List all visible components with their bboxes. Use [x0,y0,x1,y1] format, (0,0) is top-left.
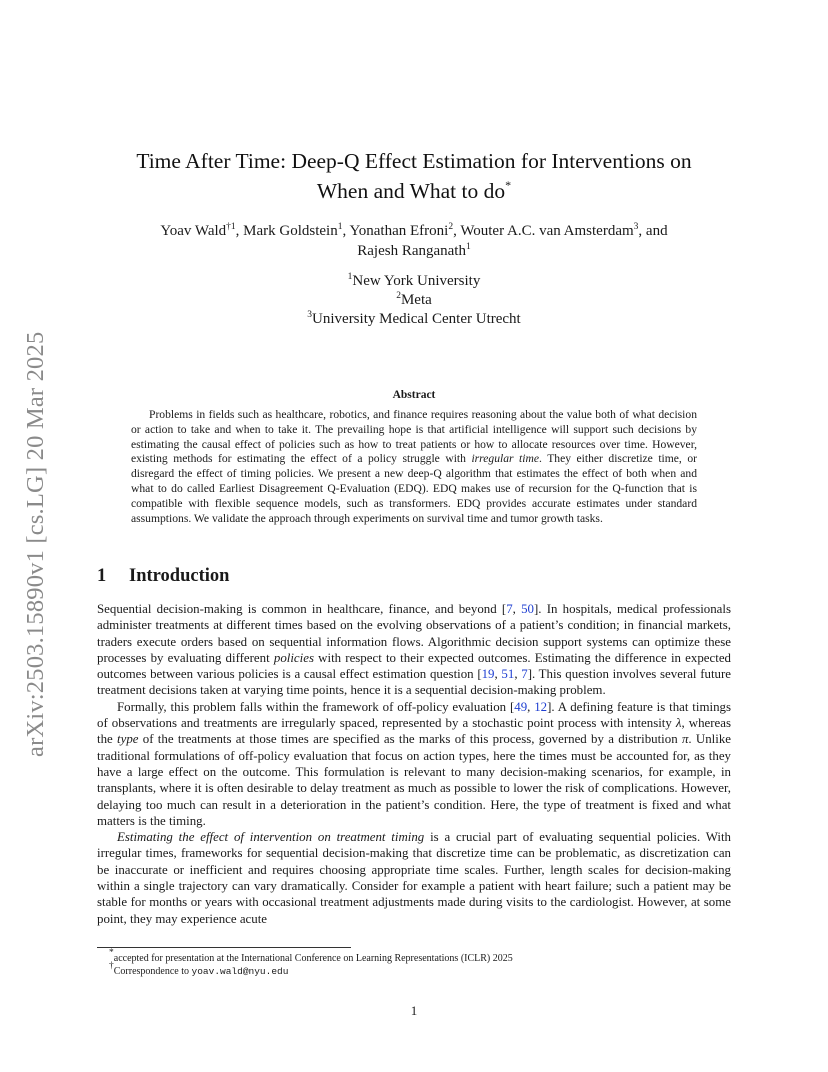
abstract-text-part-2: . They either discretize time, or disregard the effect of timing policies. We present a new deep-Q algorithm that estimates the effect of both when and what to do called Earliest Disagreement Q-Evaluation (EDQ). EDQ makes use of recursion for the Q-function that is compatible with flexible sequence models, such as transformers. EDQ provides accurate estimates under standard assumptions. We validate the approach through experiments on survival time and tumor growth tasks. [131,452,697,525]
author-2 [243,223,349,239]
text-run: is a crucial part of evaluating sequential policies. With irregular times, frameworks for sequential decision-making that discretize time can be problematic, as discretization can be inaccurate or inefficient and requires choosing appropriate time scales. Further, length scales for decision-making within a single trajectory can vary dramatically. Consider for example a patient with heart failure; such a patient may be stable for months or years with occasional treatment adjustments made during visits to the cardiologist. However, at some point, they may experience acute [97,830,732,926]
section-number: 1 [97,566,107,586]
text-run: , whereas the [97,716,731,747]
section-title: Introduction [129,566,230,586]
intro-paragraph-3 [97,829,731,927]
affiliation-list [80,272,748,329]
text-run: . Unlike traditional formulations of off-policy evaluation that focus on action types, here the times must be accounted for, as they have a large effect on the outcome. This formulation is relevant to many decision-making scenarios, for example, in transplants, where it is often desirable to delay treatment as much as possible to lower the risk of complications. However, delaying too much can result in a deterioration in the patient’s condition. Here, the type of treatment is fixed and what matters is the timing. [97,732,731,828]
title-footnote-mark: * [505,178,512,192]
math-symbol-pi: π [681,732,689,747]
italic-term: policies [273,650,314,665]
text-run: ]. This question involves several future treatment decisions taken at varying time points, hence it is a sequential decision-making problem. [97,667,731,698]
text-run: of the treatments at those times are specified as the marks of this process, governed by a distribution [138,732,682,747]
footnote-text: Correspondence to [113,966,192,977]
italic-term: type [117,732,139,747]
author-name: Mark Goldstein [243,223,338,239]
author-name: Wouter A.C. van Amsterdam [460,223,634,239]
citation-link[interactable]: 49 [514,699,528,714]
title-line-1: Time After Time: Deep-Q Effect Estimation for Interventions on [136,149,692,173]
text-run: ]. In hospitals, medical professionals administer treatments at different times based on the evolving observations of a patient’s condition; in financial markets, traders execute orders based on sequential information flows. Algorithmic decision support systems can optimize these processes by evaluating different [97,602,731,665]
text-run: , [514,667,522,682]
affiliation-3 [80,310,748,329]
author-affiliation-mark: 1 [337,222,343,232]
affiliation-name: New York University [352,273,481,289]
citation-link[interactable]: 7 [521,667,528,682]
citation-link[interactable]: 51 [501,667,515,682]
author-name: Rajesh Ranganath [357,243,466,259]
correspondence-email-link[interactable]: yoav.wald@nyu.edu [191,966,289,977]
author-3 [349,223,460,239]
math-symbol-lambda: λ [675,716,682,731]
affiliation-mark: 1 [347,272,353,282]
author-list [80,221,748,261]
footnotes [109,948,729,978]
author-affiliation-mark: †1 [226,222,236,232]
author-separator: , [235,223,244,239]
author-affiliation-mark: 3 [633,222,639,232]
text-run: , [512,602,522,616]
citation-link[interactable]: 50 [521,602,534,616]
text-run: Formally, this problem falls within the framework of off-policy evaluation [ [117,699,515,714]
abstract-text [131,408,697,526]
title-line-2 [80,176,748,206]
text-run: with respect to their expected outcomes. Estimating the difference in expected outcomes between various policies is a causal effect estimation question [ [97,650,731,682]
introduction-body [97,601,731,927]
citation-link[interactable]: 12 [534,699,548,714]
intro-paragraph-1 [97,601,731,699]
author-separator: , and [638,223,668,239]
footnote-divider [97,947,351,948]
italic-phrase: Estimating the effect of intervention on treatment timing [117,830,425,845]
author-affiliation-mark: 1 [465,242,471,252]
text-run: , [527,699,535,714]
footnote-text: accepted for presentation at the International Conference on Learning Representations (ICLR) 2025 [113,953,513,964]
title-line-2-text: When and What to do [316,179,506,203]
paper-title [80,146,748,206]
abstract-italic-term: irregular time [471,452,539,466]
footnote-mark: † [109,961,114,971]
intro-paragraph-2 [97,699,731,829]
text-run: , [494,667,502,682]
affiliation-name: University Medical Center Utrecht [312,311,521,327]
affiliation-mark: 2 [396,291,401,301]
citation-link[interactable]: 7 [506,602,513,616]
affiliation-2 [80,291,748,310]
author-4 [460,223,667,239]
author-name: Yoav Wald [160,223,227,239]
page-number: 1 [410,1003,418,1018]
footnote-1 [109,948,729,965]
affiliation-name: Meta [400,292,432,308]
text-run: ]. A defining feature is that timings of observations and treatments are irregularly spaced, represented by a stochastic point process with intensity [97,699,731,731]
abstract-heading: Abstract [392,389,436,401]
author-1 [160,223,243,239]
author-affiliation-mark: 2 [448,222,454,232]
footnote-mark: * [109,948,114,958]
footnote-2 [109,961,729,978]
affiliation-1 [80,272,748,291]
author-name: Yonathan Efroni [349,223,449,239]
author-5 [357,243,470,259]
author-separator: , [453,223,461,239]
citation-link[interactable]: 19 [481,667,495,682]
arxiv-identifier-stamp: arXiv:2503.15890v1 [cs.LG] 20 Mar 2025 [22,331,49,757]
section-heading-introduction [97,566,229,587]
affiliation-mark: 3 [307,310,313,320]
abstract-text-part-1: Problems in fields such as healthcare, robotics, and finance requires reasoning about the value both of what decision or action to take and when to take it. The prevailing hope is that artificial intelligence will support such decisions by estimating the causal effect of policies such as how to treat patients or how to allocate resources over time. However, existing methods for estimating the effect of a policy struggle with [131,408,697,466]
text-run: Sequential decision-making is common in healthcare, finance, and beyond [ [97,602,507,616]
author-separator: , [342,223,350,239]
